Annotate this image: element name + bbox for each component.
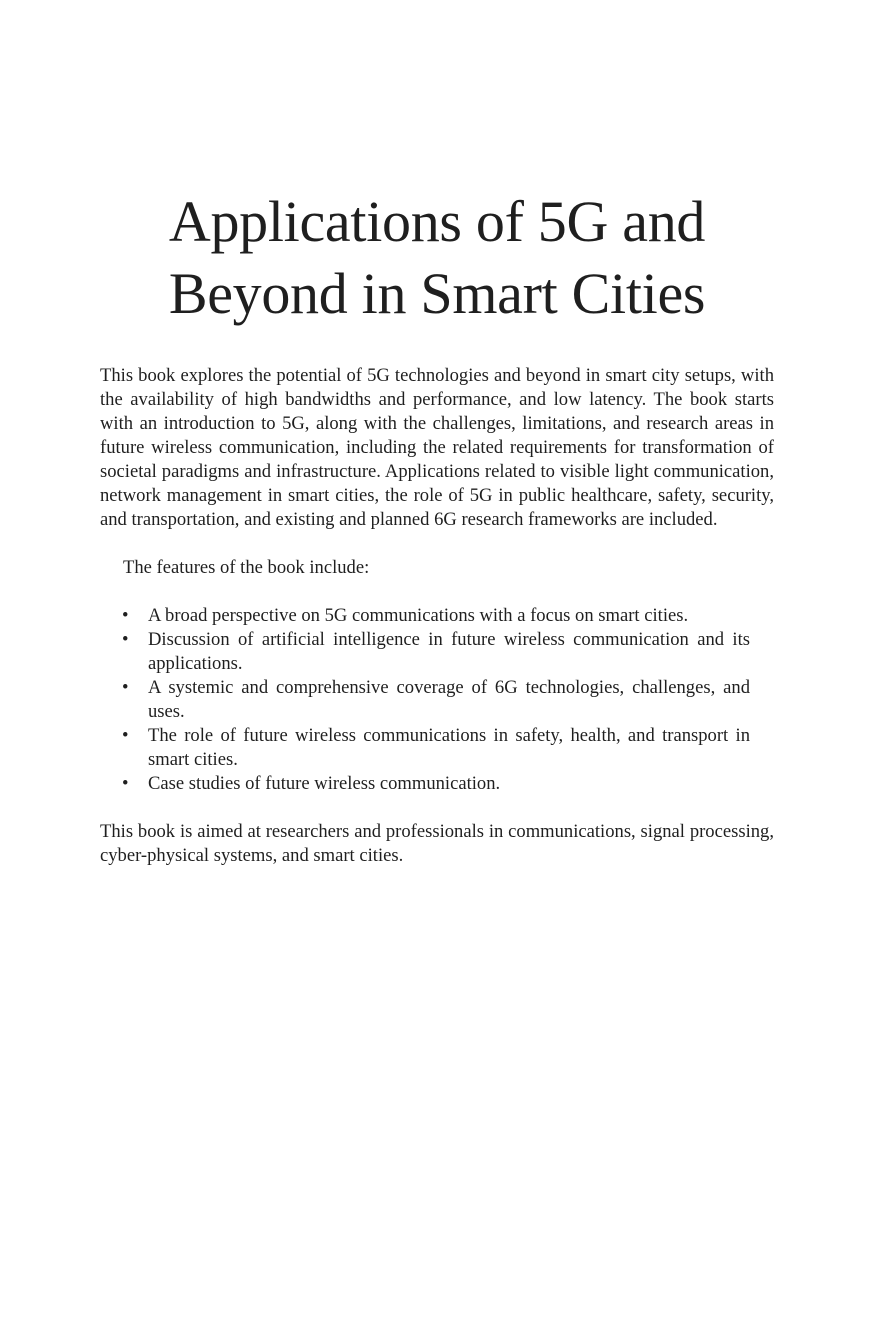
bullet-icon: •: [122, 677, 129, 698]
list-item: [100, 724, 750, 772]
bullet-icon: •: [122, 725, 129, 746]
features-lead: The features of the book include:: [123, 557, 370, 578]
list-item-text: A systemic and comprehensive coverage of 6G technologies, challenges, and uses.: [148, 677, 750, 722]
closing-paragraph: This book is aimed at researchers and professionals in communications, signal processing, cyber-physical systems, and smart cities.: [100, 821, 774, 866]
bullet-icon: •: [122, 773, 129, 794]
list-item-text: Case studies of future wireless communication.: [148, 773, 501, 794]
list-item: [100, 772, 750, 796]
intro-paragraph: This book explores the potential of 5G technologies and beyond in smart city setups, with the availability of high bandwidths and performance, and low latency. The book starts with an introduction to 5G, along with the challenges, limitations, and research areas in future wireless communication, including the related requirements for transformation of societal paradigms and infrastructure. Applications related to visible light communication, network management in smart cities, the role of 5G in public healthcare, safety, security, and transportation, and existing and planned 6G research frameworks are included.: [100, 365, 774, 530]
list-item-text: A broad perspective on 5G communications with a focus on smart cities.: [148, 605, 689, 626]
list-item-text: Discussion of artificial intelligence in future wireless communication and its applications.: [148, 629, 750, 674]
bullet-icon: •: [122, 605, 129, 626]
list-item: [100, 604, 750, 628]
features-list: [100, 604, 750, 796]
book-title-line-2: Beyond in Smart Cities: [168, 261, 706, 326]
list-item: [100, 676, 750, 724]
book-title-line-1: Applications of 5G and: [168, 189, 706, 254]
book-title: [100, 186, 774, 330]
list-item-text: The role of future wireless communications in safety, health, and transport in smart cities.: [148, 725, 750, 770]
bullet-icon: •: [122, 629, 129, 650]
list-item: [100, 628, 750, 676]
